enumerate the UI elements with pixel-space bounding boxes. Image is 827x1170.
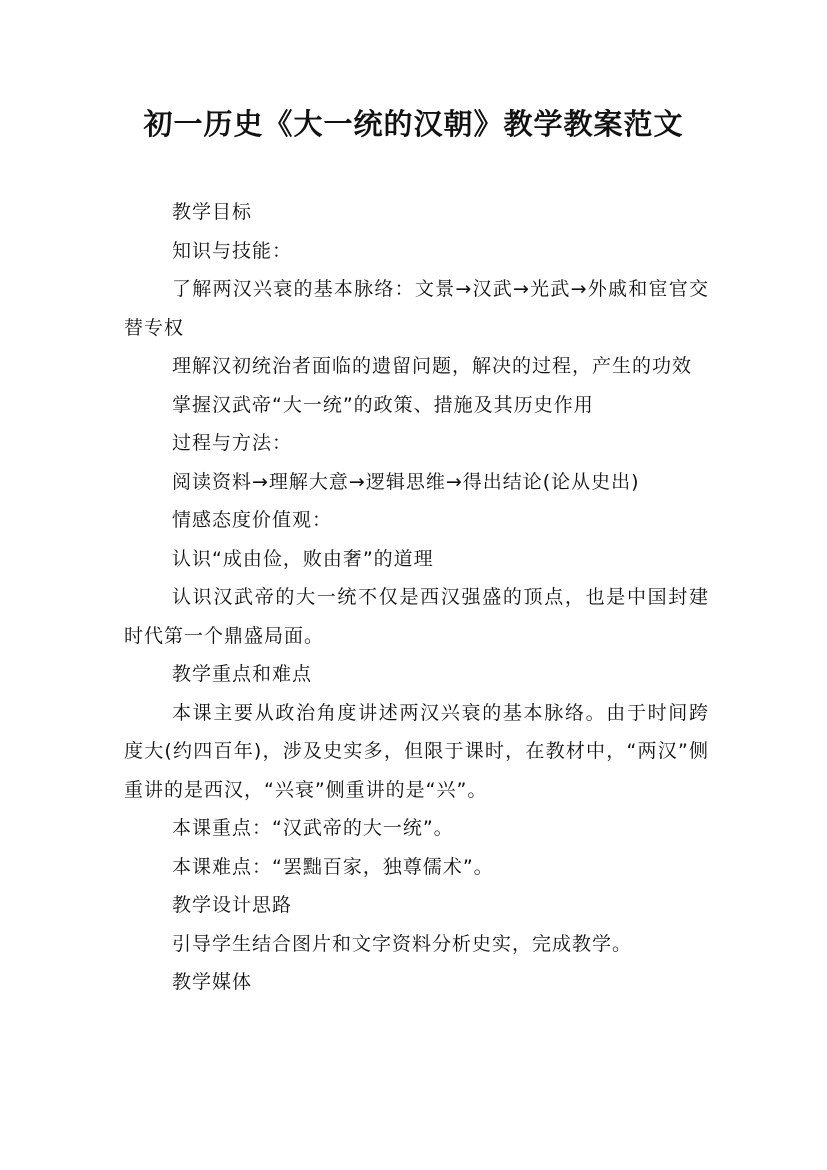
heading-teaching-media: 教学媒体 bbox=[172, 971, 253, 993]
paragraph: 引导学生结合图片和文字资料分析史实，完成教学。 bbox=[172, 932, 633, 955]
heading-teaching-objectives: 教学目标 bbox=[172, 201, 253, 223]
paragraph: 理解汉初统治者面临的遗留问题，解决的过程，产生的功效 bbox=[172, 355, 693, 377]
paragraph: 阅读资料→理解大意→逻辑思维→得出结论(论从史出) bbox=[172, 470, 640, 493]
paragraph: 认识汉武帝的大一统不仅是西汉强盛的顶点，也是中国封建时代第一个鼎盛局面。 bbox=[124, 586, 709, 647]
paragraph: 本课难点：“罢黜百家，独尊儒术”。 bbox=[172, 855, 494, 878]
heading-design-ideas: 教学设计思路 bbox=[172, 894, 293, 916]
paragraph: 认识“成由俭，败由奢”的道理 bbox=[172, 547, 434, 570]
document-body bbox=[124, 193, 709, 1002]
paragraph: 掌握汉武帝“大一统”的政策、措施及其历史作用 bbox=[172, 393, 594, 416]
subheading-emotion-values: 情感态度价值观： bbox=[172, 509, 333, 531]
subheading-process-methods: 过程与方法： bbox=[172, 432, 293, 454]
paragraph: 本课主要从政治角度讲述两汉兴衰的基本脉络。由于时间跨度大(约四百年)，涉及史实多，但限于课时，在教材中，“两汉”侧重讲的是西汉，“兴衰”侧重讲的是“兴”。 bbox=[124, 701, 709, 801]
heading-key-difficult-points: 教学重点和难点 bbox=[172, 663, 313, 685]
paragraph: 本课重点：“汉武帝的大一统”。 bbox=[172, 817, 454, 839]
document-title: 初一历史《大一统的汉朝》教学教案范文 bbox=[143, 107, 684, 141]
subheading-knowledge-skills: 知识与技能： bbox=[172, 239, 293, 262]
paragraph: 了解两汉兴衰的基本脉络：文景→汉武→光武→外戚和宦官交替专权 bbox=[124, 278, 709, 339]
